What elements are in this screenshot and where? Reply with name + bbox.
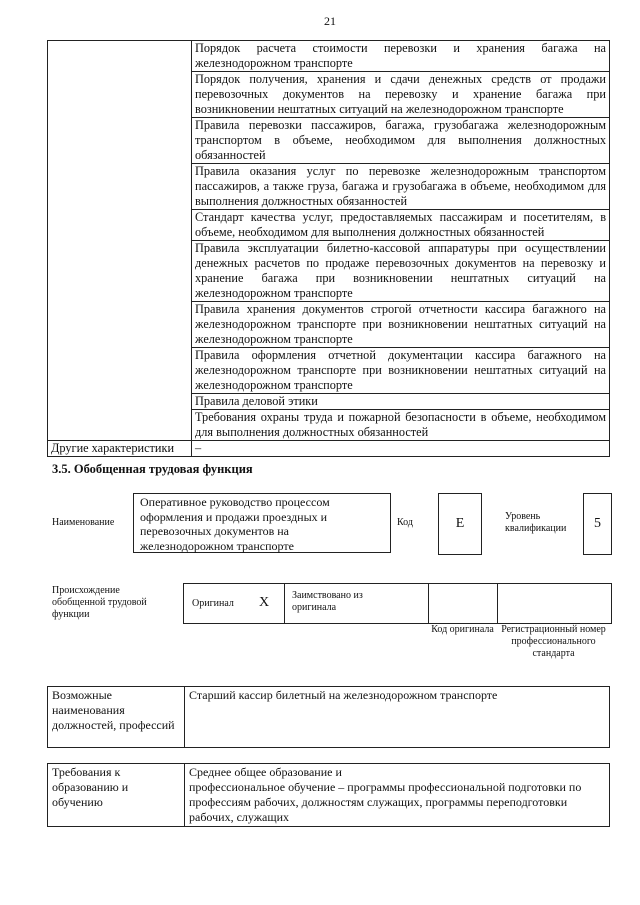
other-value: – <box>192 441 610 457</box>
original-mark: X <box>259 595 270 610</box>
row-value: Правила оказания услуг по перевозке железнодорожным транспортом пассажиров, а также груза, багажа и грузобагажа в объеме, необходимом для выполнения должностных обязанностей <box>192 164 610 210</box>
positions-table <box>47 686 610 748</box>
education-label: Требования к образованию и обучению <box>48 764 185 827</box>
divider <box>428 583 429 623</box>
borrowed-label: Заимствовано из оригинала <box>292 590 363 613</box>
row-value: Правила перевозки пассажиров, багажа, грузобагажа железнодорожным транспортом в объеме, необходимом для выполнения должностных обязанностей <box>192 118 610 164</box>
row-value: Правила эксплуатации билетно-кассовой аппаратуры при осуществлении денежных расчетов по продаже перевозочных документов на перевозку и хранение багажа при возникновении нештатных ситуаций на железнодорожном транспорте <box>192 241 610 302</box>
page-number: 21 <box>324 14 336 28</box>
code-value: E <box>438 493 482 555</box>
origin-label: Происхождение обобщенной трудовой функции <box>52 585 147 620</box>
level-label: Уровень квалификации <box>505 511 567 534</box>
table-row <box>48 41 610 72</box>
positions-label: Возможные наименования должностей, профессий <box>48 687 185 748</box>
row-label <box>48 41 192 441</box>
level-value: 5 <box>583 493 612 555</box>
positions-value: Старший кассир билетный на железнодорожном транспорте <box>185 687 610 748</box>
name-value: Оперативное руководство процессом оформления и продажи проездных и перевозочных документов на железнодорожном транспорте <box>133 493 391 553</box>
row-value: Порядок расчета стоимости перевозки и хранения багажа на железнодорожном транспорте <box>192 41 610 72</box>
reg-number-caption: Регистрационный номер профессионального стандарта <box>501 624 606 659</box>
row-value: Порядок получения, хранения и сдачи денежных средств от продажи перевозочных документов на перевозку и хранение багажа при возникновении нештатных ситуаций на железнодорожном транспорте <box>192 72 610 118</box>
education-line2: профессиональное обучение – программы профессиональной подготовки по профессиям рабочих, должностям служащих, программы переподготовки рабочих, служащих <box>189 780 582 824</box>
orig-code-caption: Код оригинала <box>431 624 494 635</box>
row-value: Правила оформления отчетной документации кассира багажного на железнодорожном транспорте при возникновении нештатных ситуаций на железнодорожном транспорте <box>192 348 610 394</box>
original-label: Оригинал <box>192 598 234 609</box>
education-line1: Среднее общее образование и <box>189 765 342 779</box>
education-table <box>47 763 610 827</box>
education-value <box>185 764 610 827</box>
origin-box <box>183 583 612 624</box>
row-value: Стандарт качества услуг, предоставляемых пассажирам и посетителям, в объеме, необходимом для выполнения должностных обязанностей <box>192 210 610 241</box>
row-value: Требования охраны труда и пожарной безопасности в объеме, необходимом для выполнения должностных обязанностей <box>192 410 610 441</box>
other-label: Другие характеристики <box>48 441 192 457</box>
code-label: Код <box>397 517 413 528</box>
table-row <box>48 441 610 457</box>
divider <box>497 583 498 623</box>
section-heading: 3.5. Обобщенная трудовая функция <box>52 462 253 476</box>
name-label: Наименование <box>52 517 115 528</box>
row-value: Правила деловой этики <box>192 394 610 410</box>
knowledge-table <box>47 40 610 457</box>
row-value: Правила хранения документов строгой отчетности кассира багажного на железнодорожном транспорте при возникновении нештатных ситуаций на железнодорожном транспорте <box>192 302 610 348</box>
divider <box>284 583 285 623</box>
